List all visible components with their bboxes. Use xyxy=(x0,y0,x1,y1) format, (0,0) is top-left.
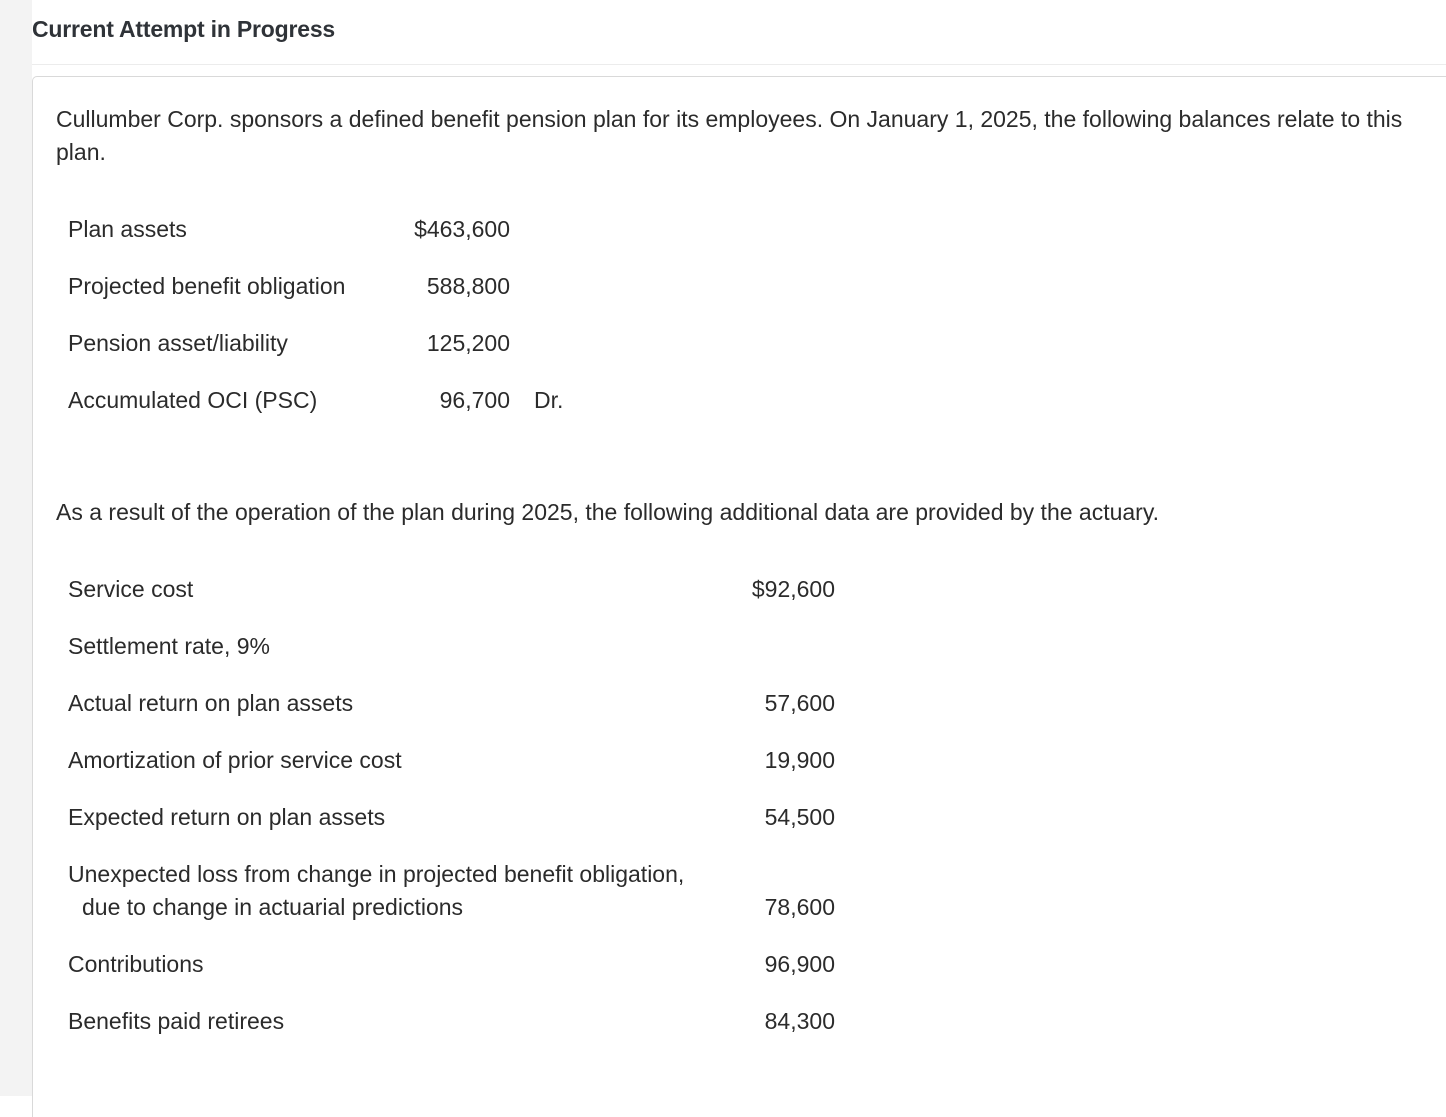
additional-label: Benefits paid retirees xyxy=(68,1008,285,1034)
balance-label: Projected benefit obligation xyxy=(68,273,346,299)
additional-amount: 84,300 xyxy=(764,1008,835,1034)
additional-amount: 96,900 xyxy=(764,951,835,977)
additional-label: Contributions xyxy=(68,951,204,977)
additional-label: Actual return on plan assets xyxy=(68,690,354,716)
additional-label: Service cost xyxy=(68,576,194,602)
balance-amount: 588,800 xyxy=(426,273,510,299)
page-title: Current Attempt in Progress xyxy=(32,16,336,42)
balance-amount: 125,200 xyxy=(426,330,510,356)
additional-label: Unexpected loss from change in projected benefit obligation, xyxy=(68,861,685,887)
additional-amount: 78,600 xyxy=(764,894,835,920)
additional-amount: 57,600 xyxy=(764,690,835,716)
balance-row xyxy=(68,327,510,360)
additional-row xyxy=(68,573,835,606)
additional-amount: 54,500 xyxy=(764,804,835,830)
additional-row xyxy=(68,858,835,924)
additional-row xyxy=(68,687,835,720)
balance-amount: $463,600 xyxy=(414,216,510,242)
additional-row xyxy=(68,744,835,777)
additional-label: Amortization of prior service cost xyxy=(68,747,402,773)
balance-suffix: Dr. xyxy=(534,387,564,413)
additional-row xyxy=(68,801,835,834)
balance-label: Plan assets xyxy=(68,216,187,242)
balance-amount: 96,700 xyxy=(439,387,510,413)
additional-amount: $92,600 xyxy=(751,576,835,602)
additional-row xyxy=(68,630,270,663)
balance-row xyxy=(68,270,510,303)
left-rail xyxy=(0,0,32,1096)
balance-row xyxy=(68,384,564,417)
additional-label: Expected return on plan assets xyxy=(68,804,386,830)
question-card xyxy=(32,76,1446,1117)
additional-intro: As a result of the operation of the plan during 2025, the following additional data are provided by the actuary. xyxy=(56,499,1160,525)
additional-label: Settlement rate, 9% xyxy=(68,633,270,659)
balance-label: Pension asset/liability xyxy=(68,330,288,356)
additional-row xyxy=(68,1005,835,1038)
header-divider xyxy=(32,64,1446,65)
balance-row xyxy=(68,213,510,246)
additional-label-continued: due to change in actuarial predictions xyxy=(82,894,464,920)
additional-row xyxy=(68,948,835,981)
additional-amount: 19,900 xyxy=(764,747,835,773)
balance-label: Accumulated OCI (PSC) xyxy=(68,387,318,413)
question-intro: Cullumber Corp. sponsors a defined benefit pension plan for its employees. On January 1, 2025, the following balances relate to this plan. xyxy=(56,106,1403,165)
